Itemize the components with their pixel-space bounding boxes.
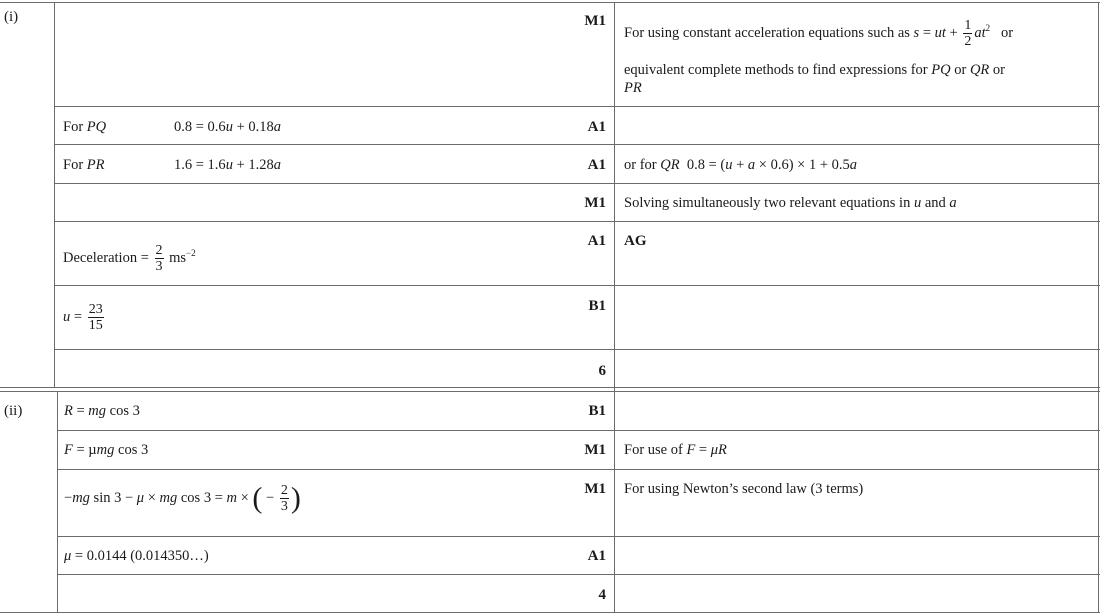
mark: M1	[584, 442, 606, 458]
fraction: $\frac{2}{3}$	[280, 483, 288, 515]
guidance-text: For using Newton’s second law (3 terms)	[624, 481, 864, 497]
column-divider	[57, 391, 58, 612]
mark: M1	[584, 13, 606, 29]
mark-total: 4	[598, 587, 606, 603]
mark: A1	[587, 233, 606, 249]
fraction-half: $\frac{1}{2}$	[964, 18, 972, 49]
working-equation: −mg sin 3 − μ × mg cos 3 = m × ( − $\frac{2}{3}$ )	[64, 481, 301, 515]
mark: M1	[584, 481, 606, 497]
column-divider	[54, 2, 55, 388]
row-divider	[57, 430, 1100, 431]
working-label: For PR	[63, 157, 105, 173]
mark: B1	[588, 298, 606, 314]
working-equation: Deceleration = $\frac{2}{3}$ $ms^{-2}$	[63, 243, 196, 274]
table-top-border	[0, 2, 1100, 3]
row-divider	[54, 349, 1100, 350]
working-label: For PQ	[63, 119, 107, 135]
table-bottom-border	[0, 612, 1100, 613]
part-divider	[0, 391, 1100, 392]
mark: A1	[587, 119, 606, 135]
mark: B1	[588, 403, 606, 419]
row-divider	[54, 106, 1100, 107]
part-divider	[0, 387, 1100, 388]
mark: A1	[587, 157, 606, 173]
fraction: $\frac{2}{3}$	[155, 243, 163, 274]
guidance-text: For using constant acceleration equations such as s = ut + $\frac{1}{2}$ $at^2$ or	[624, 18, 1014, 49]
row-divider	[57, 536, 1100, 537]
part-label-ii: (ii)	[4, 403, 23, 419]
mark: A1	[587, 548, 606, 564]
working-equation: μ = 0.0144 (0.014350…)	[64, 548, 209, 564]
fraction: $\frac{23}{15}$	[88, 302, 103, 334]
guidance-text: For use of F = μR	[624, 442, 727, 458]
mark-total: 6	[598, 363, 606, 379]
working-equation: R = mg cos 3	[64, 403, 140, 419]
row-divider	[54, 285, 1100, 286]
column-divider	[614, 2, 615, 612]
mark: M1	[584, 195, 606, 211]
row-divider	[54, 183, 1100, 184]
row-divider	[54, 144, 1100, 145]
part-label-i: (i)	[4, 9, 19, 25]
guidance-text: equivalent complete methods to find expressions for PQ or QR or PR	[624, 62, 1005, 96]
row-divider	[57, 574, 1100, 575]
guidance-text: AG	[624, 233, 647, 249]
guidance-text: or for QR 0.8 = (u + a × 0.6) × 1 + 0.5a	[624, 157, 858, 173]
working-equation: 1.6 = 1.6u + 1.28a	[174, 157, 281, 173]
working-equation: u = $\frac{23}{15}$	[63, 302, 103, 334]
guidance-text: Solving simultaneously two relevant equations in u and a	[624, 195, 957, 211]
right-border	[1098, 2, 1099, 612]
row-divider	[57, 469, 1100, 470]
row-divider	[54, 221, 1100, 222]
working-equation: 0.8 = 0.6u + 0.18a	[174, 119, 281, 135]
working-equation: F = µmg cos 3	[64, 442, 149, 458]
